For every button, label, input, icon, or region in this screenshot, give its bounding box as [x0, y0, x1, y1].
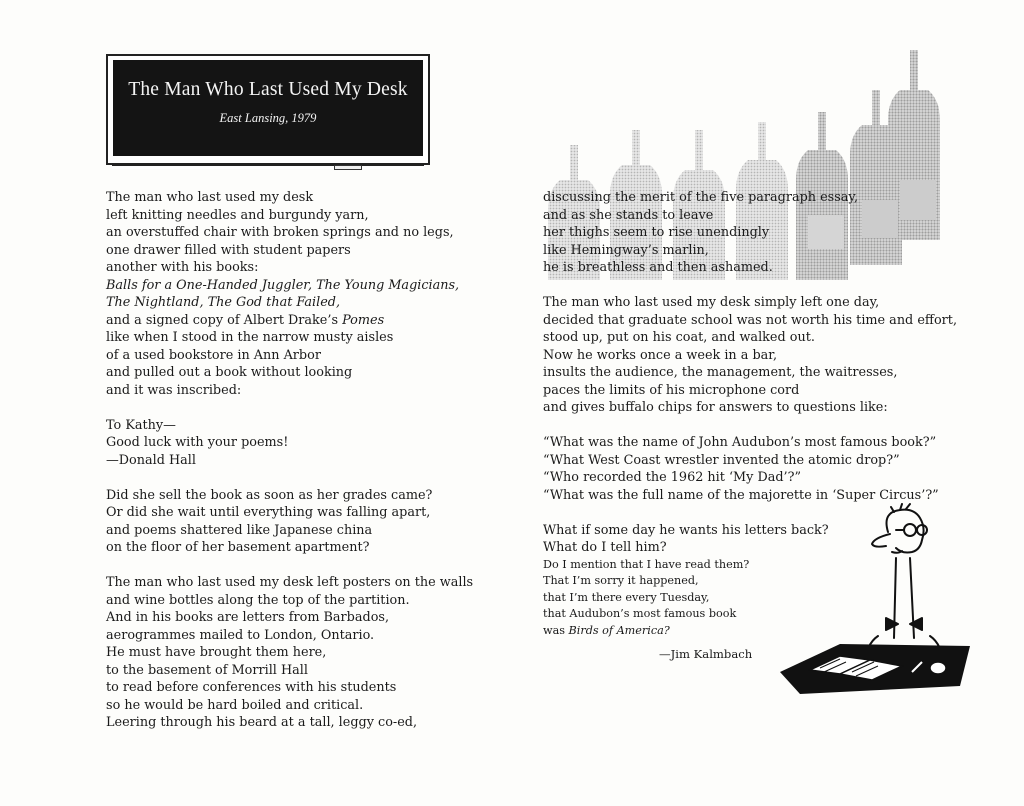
poem-line: insults the audience, the management, the waitresses, — [543, 365, 898, 380]
poem-line: What do I tell him? — [543, 540, 667, 555]
inscription-line: To Kathy— — [106, 417, 176, 433]
poem-line — [106, 312, 473, 330]
poem-subtitle: East Lansing, 1979 — [219, 111, 317, 125]
poem-line: that Audubon’s most famous book — [543, 607, 737, 621]
poem-line: like when I stood in the narrow musty aisles — [106, 330, 394, 345]
author-signature: —Jim Kalmbach — [659, 647, 753, 661]
poem-line: one drawer filled with student papers — [106, 242, 351, 258]
poem-line: Do I mention that I have read them? — [543, 557, 750, 571]
poem-line-book-titles: Balls for a One-Handed Juggler, The Young Magicians, — [106, 277, 460, 293]
poem-line: on the floor of her basement apartment? — [106, 540, 370, 555]
poem-line: to read before conferences with his students — [106, 680, 397, 695]
poem-line: like Hemingway’s marlin, — [543, 242, 709, 258]
book-title-pomes: Pomes — [342, 312, 385, 328]
poem-line: That I’m sorry it happened, — [543, 574, 699, 588]
left-column — [106, 189, 473, 732]
poem-line: her thighs seem to rise unendingly — [543, 225, 770, 240]
poem-line: Did she sell the book as soon as her grades came? — [106, 487, 433, 503]
chalk-icon — [334, 165, 362, 170]
title-panel — [113, 60, 423, 156]
chalk-ledge — [112, 165, 424, 169]
poem-line: and gives buffalo chips for answers to questions like: — [543, 400, 888, 415]
trivia-question: “What was the full name of the majorette in ‘Super Circus’?” — [543, 487, 939, 503]
poem-line: Now he works once a week in a bar, — [543, 347, 778, 363]
poem-line: an overstuffed chair with broken springs and no legs, — [106, 225, 454, 240]
trivia-question: “Who recorded the 1962 hit ‘My Dad’?” — [543, 470, 801, 485]
poem-text: was — [543, 623, 569, 637]
poem-line: The man who last used my desk left posters on the walls — [106, 575, 474, 590]
trivia-question: “What was the name of John Audubon’s most famous book?” — [543, 435, 937, 450]
poem-line: And in his books are letters from Barbados, — [106, 610, 390, 625]
poem-line: and poems shattered like Japanese china — [106, 522, 373, 538]
poem-line: another with his books: — [106, 260, 259, 275]
poem-line: to the basement of Morrill Hall — [106, 662, 308, 678]
poem-line: What if some day he wants his letters back? — [543, 522, 829, 538]
inscription-line: —Donald Hall — [106, 452, 196, 468]
poem-text: and a signed copy of Albert Drake’s — [106, 312, 343, 328]
poem-line: The man who last used my desk — [106, 190, 314, 205]
poem-line-book-titles: The Nightland, The God that Failed, — [106, 295, 341, 310]
trivia-question: “What West Coast wrestler invented the atomic drop?” — [543, 452, 900, 468]
poem-line: he is breathless and then ashamed. — [543, 260, 773, 275]
poem-title: The Man Who Last Used My Desk — [128, 79, 408, 100]
poem-line: that I’m there every Tuesday, — [543, 590, 710, 604]
poem-line: Or did she wait until everything was falling apart, — [106, 505, 431, 520]
poem-line: stood up, put on his coat, and walked out. — [543, 330, 815, 345]
poem-line: paces the limits of his microphone cord — [543, 382, 800, 398]
poem-line: so he would be hard boiled and critical. — [106, 697, 364, 713]
poem-line: Leering through his beard at a tall, leggy co-ed, — [106, 715, 418, 730]
man-at-desk-icon — [770, 502, 980, 707]
poem-line: and pulled out a book without looking — [106, 365, 353, 380]
poem-line: discussing the merit of the five paragraph essay, — [543, 190, 859, 205]
poem-line: decided that graduate school was not worth his time and effort, — [543, 312, 958, 328]
inscription-line: Good luck with your poems! — [106, 435, 289, 450]
poem-line: of a used bookstore in Ann Arbor — [106, 347, 321, 363]
poem-line: and as she stands to leave — [543, 207, 714, 223]
poem-line: aerogrammes mailed to London, Ontario. — [106, 627, 375, 643]
title-chalkboard — [106, 54, 430, 165]
poem-line: The man who last used my desk simply left one day, — [543, 295, 880, 310]
poem-line: and wine bottles along the top of the partition. — [106, 592, 410, 608]
poem-line: left knitting needles and burgundy yarn, — [106, 207, 369, 223]
poem-line: and it was inscribed: — [106, 382, 242, 398]
poem-line: He must have brought them here, — [106, 645, 327, 660]
book-title-birds: Birds of America? — [568, 623, 670, 637]
